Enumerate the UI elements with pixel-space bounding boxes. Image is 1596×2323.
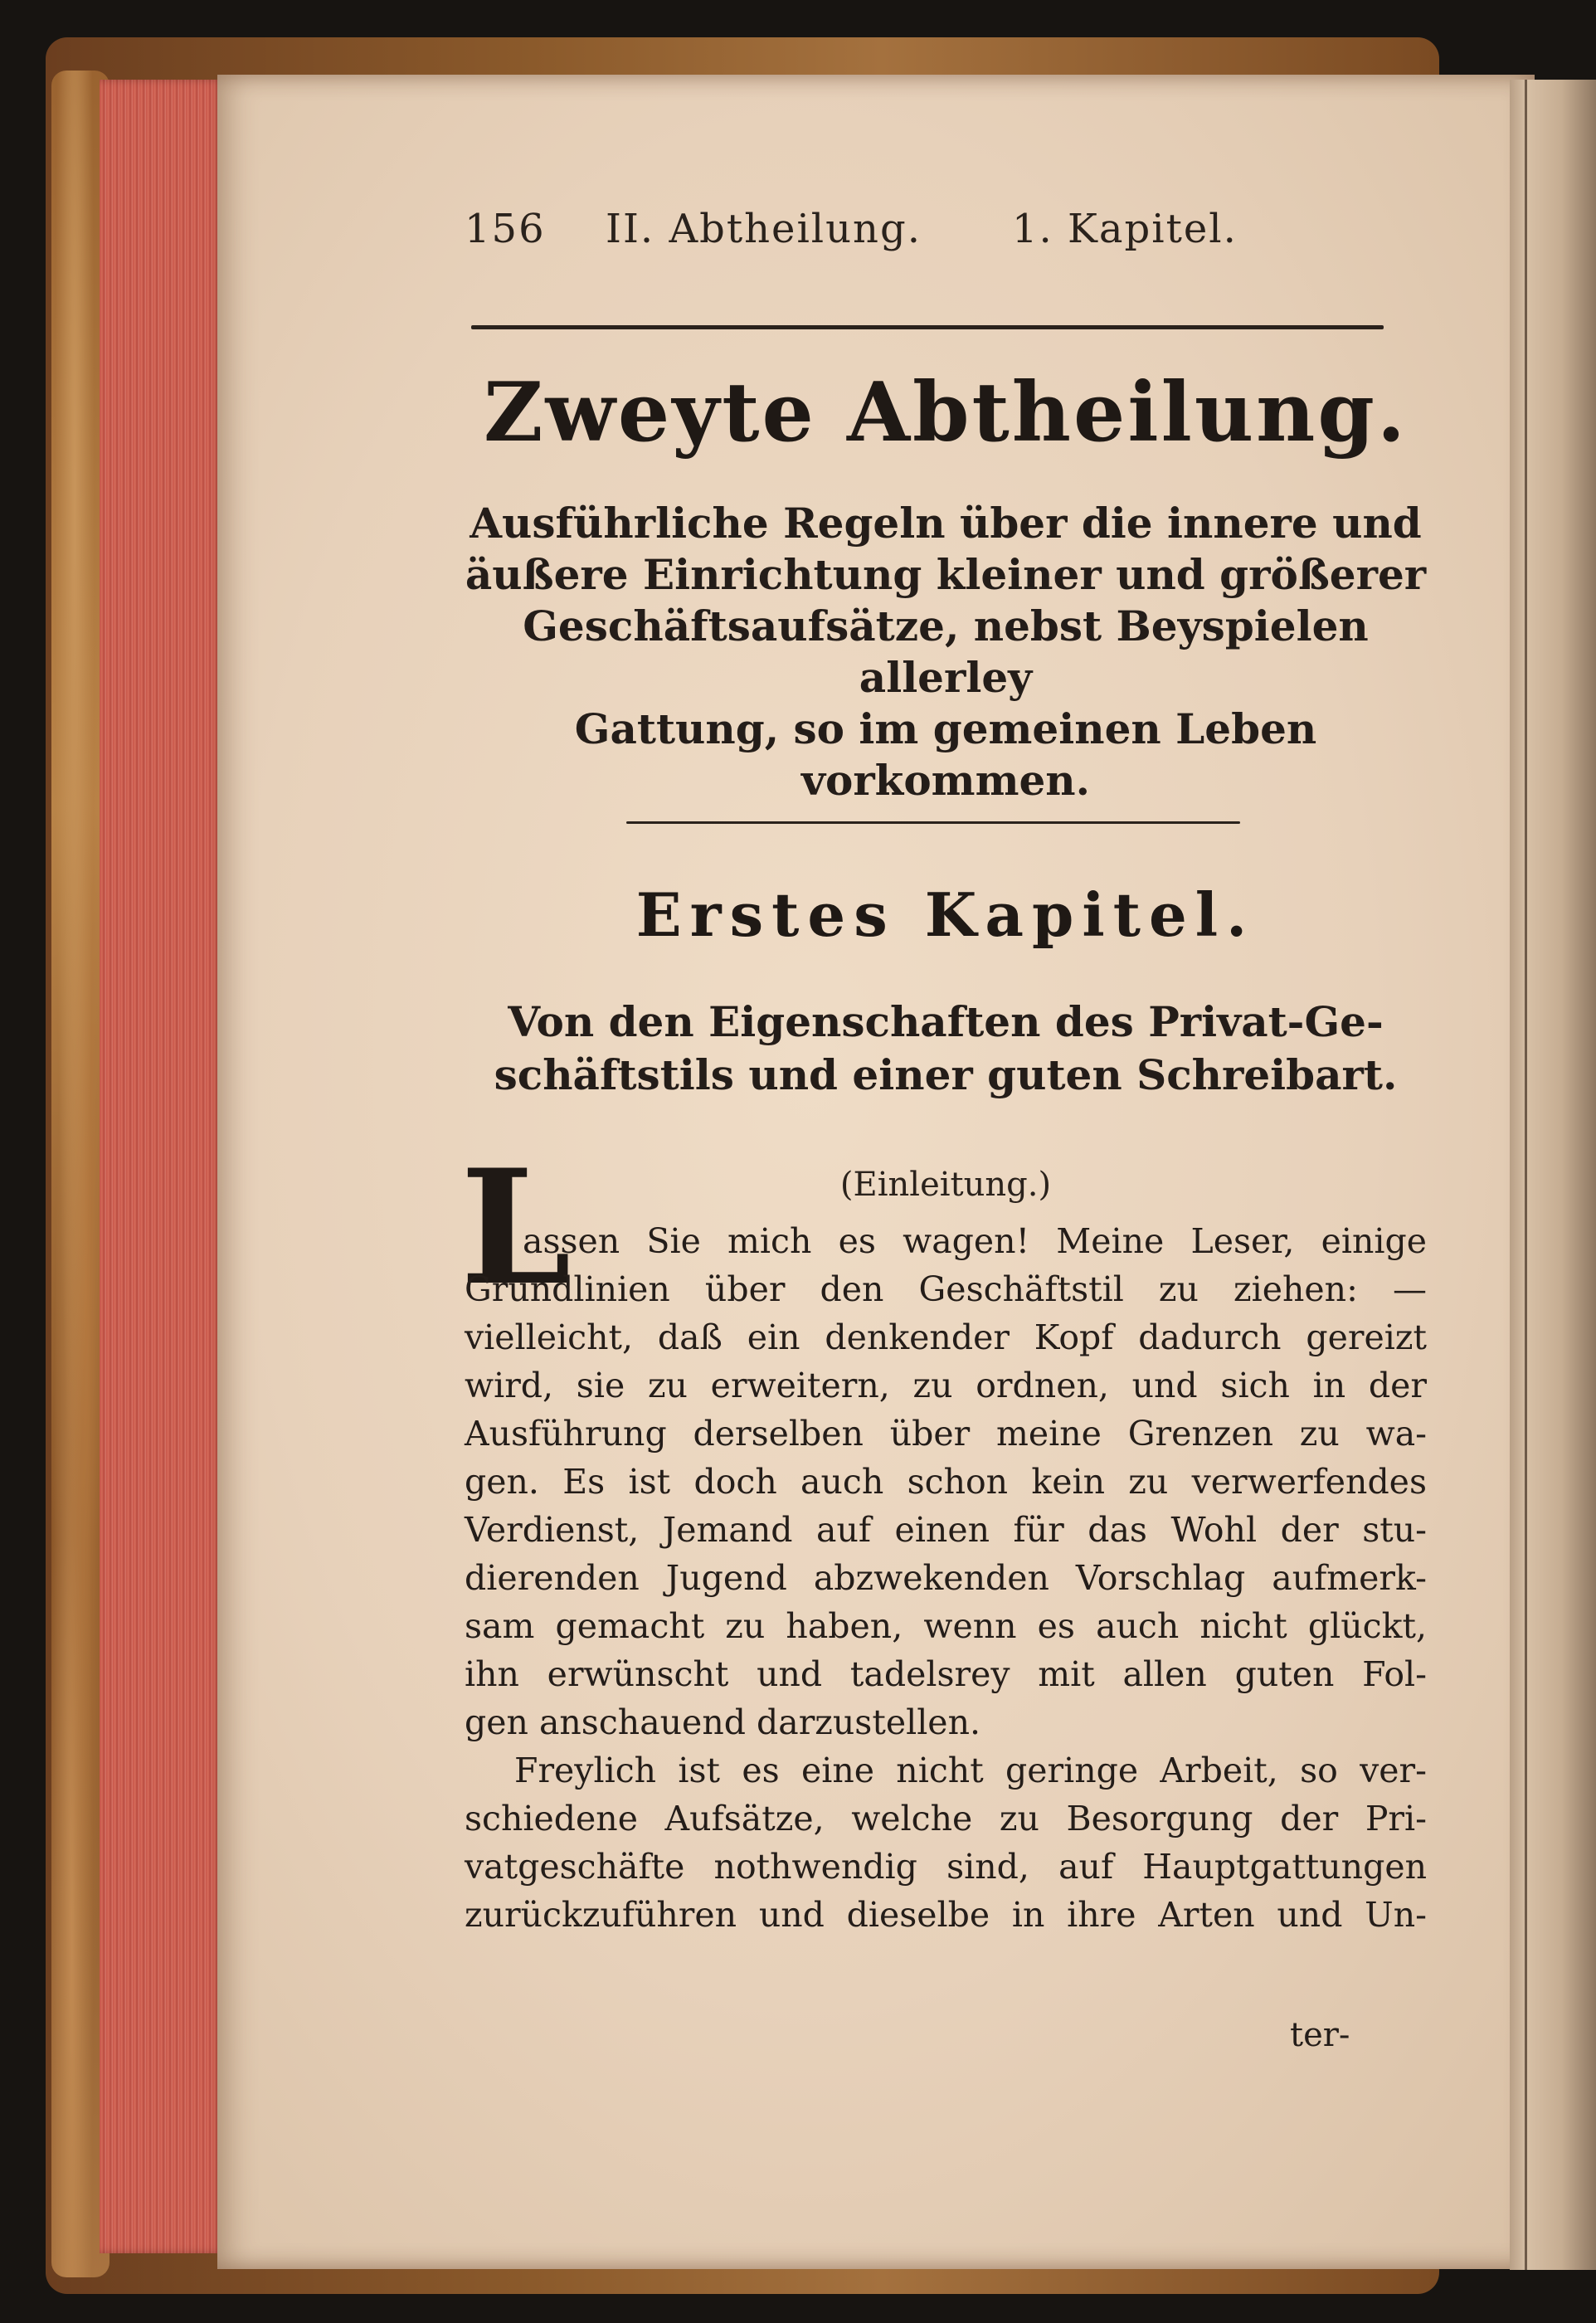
text-line: vielleicht, daß ein denkender Kopf dadurch gereizt (465, 1317, 1427, 1357)
text-line: sam gemacht zu haben, wenn es auch nicht glückt, (465, 1606, 1427, 1646)
running-head-section: II. Abtheilung. (606, 206, 922, 252)
subtitle-line: Ausführliche Regeln über die innere und (470, 499, 1422, 548)
facing-page-gutter (1510, 80, 1596, 2270)
page-number: 156 (465, 206, 546, 252)
subtitle-line: Gattung, so im gemeinen Leben (574, 704, 1317, 753)
section-subtitle (465, 498, 1427, 806)
text-line: wird, sie zu erweitern, zu ordnen, und sich in der (465, 1366, 1427, 1405)
subtitle-line: Geschäftsaufsätze, nebst Beyspielen allerley (523, 601, 1369, 702)
chapter-title: Erstes Kapitel. (635, 879, 1256, 950)
text-line: schiedene Aufsätze, welche zu Besorgung der Pri- (465, 1799, 1427, 1838)
header-rule (471, 325, 1384, 329)
intro-heading: (Einleitung.) (839, 1166, 1052, 1204)
text-line: gen. Es ist doch auch schon kein zu verwerfendes (465, 1462, 1427, 1502)
chapter-subtitle-line: schäftstils und einer guten Schreibart. (494, 1050, 1398, 1099)
text-line: vatgeschäfte nothwendig sind, auf Hauptgattungen (465, 1847, 1427, 1887)
text-line: gen anschauend darzustellen. (465, 1702, 981, 1742)
drop-cap: L (460, 1135, 572, 1320)
red-page-edges (100, 80, 224, 2253)
chapter-subtitle-line: Von den Eigenschaften des Privat-Ge- (508, 997, 1384, 1046)
text-line: Verdienst, Jemand auf einen für das Wohl der stu- (465, 1510, 1427, 1550)
text-line: Ausführung derselben über meine Grenzen zu wa- (465, 1414, 1427, 1454)
gutter-fold-line (1525, 80, 1527, 2270)
text-line: Grundlinien über den Geschäftstil zu ziehen: — (465, 1269, 1427, 1309)
body-text (465, 1217, 1427, 1939)
running-head-chapter: 1. Kapitel. (1012, 206, 1238, 252)
subtitle-line: äußere Einrichtung kleiner und größerer (465, 550, 1427, 599)
chapter-rule (626, 821, 1240, 824)
section-title: Zweyte Abtheilung. (484, 365, 1408, 460)
catchword: ter- (1290, 2016, 1350, 2054)
subtitle-line: vorkommen. (800, 756, 1091, 805)
text-line: dierenden Jugend abzwekenden Vorschlag aufmerk- (465, 1558, 1427, 1598)
running-head (465, 197, 1294, 272)
text-line: ihn erwünscht und tadelsrey mit allen guten Fol- (465, 1654, 1427, 1694)
text-line: Freylich ist es eine nicht geringe Arbeit, so ver- (514, 1751, 1427, 1790)
text-line: assen Sie mich es wagen! Meine Leser, einige (523, 1221, 1427, 1261)
text-line: zurückzuführen und dieselbe in ihre Arten und Un- (465, 1895, 1427, 1935)
chapter-subtitle (465, 996, 1427, 1102)
